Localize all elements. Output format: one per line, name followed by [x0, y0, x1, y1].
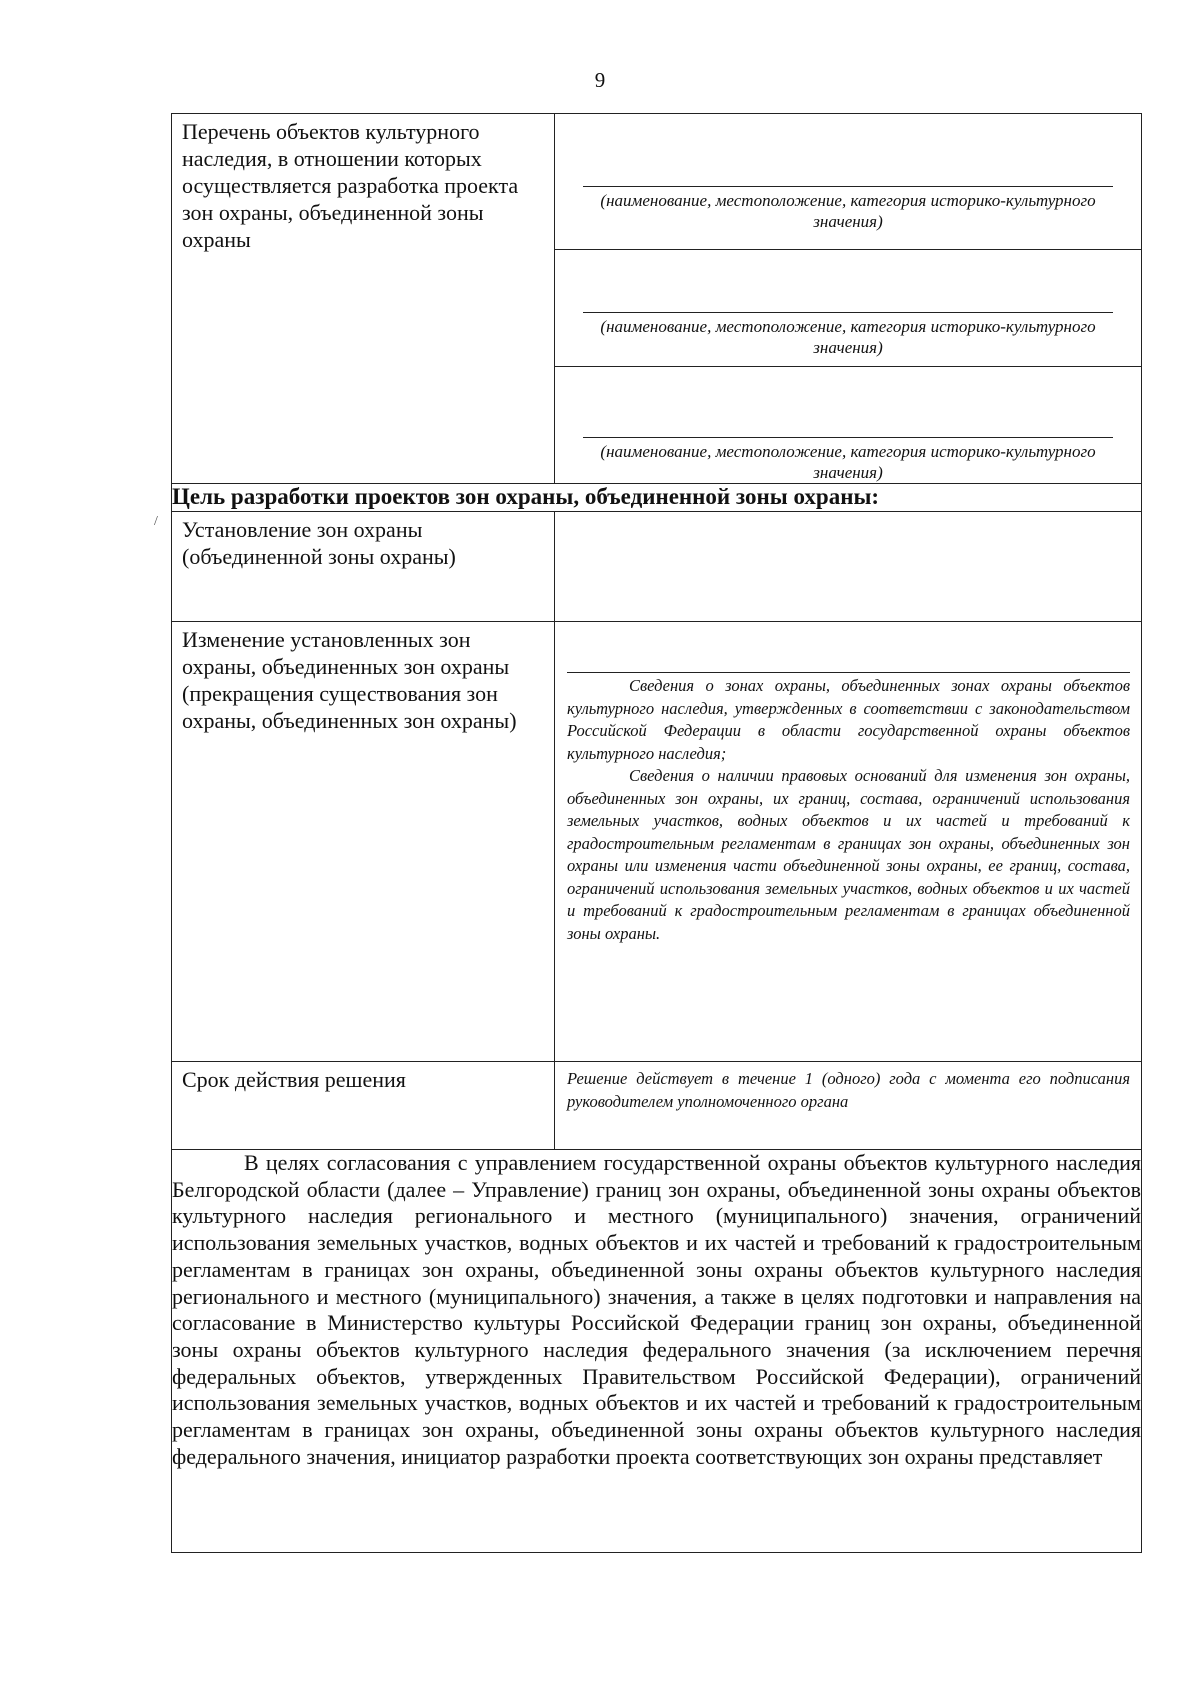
paragraph-text: В целях согласования с управлением государственной охраны объектов культурного наследия Белгородской области (далее – Управление) границ зон охраны, объединенной зоны охраны объектов культурного наследия регионального и местного (муниципального) значения, ограничений использования земельных участков, водных объектов и их частей и требований к градостроительным регламентам в границах зон охраны, объединенной зоны охраны объектов культурного наследия регионального и местного (муниципального) значения, а также в целях подготовки и направления на согласование в Министерство культуры Российской Федерации границ зон охраны, объединенной зоны охраны объектов культурного наследия федерального значения (за исключением перечня федеральных объектов, утвержденных Правительством Российской Федерации), ограничений использования земельных участков, водных объектов и их частей и требований к градостроительным регламентам в границах зон охраны, объединенной зоны охраны объектов культурного наследия федерального значения, инициатор разработки проекта соответствующих зон охраны представляет	[172, 1150, 1141, 1469]
paragraph-cell	[172, 1150, 1142, 1553]
term-label: Срок действия решения	[182, 1067, 406, 1092]
object-entry-1[interactable]	[555, 114, 1142, 250]
change-info-1: Сведения о зонах охраны, объединенных зонах охраны объектов культурного наследия, утвержденных в соответствии с законодательством Российской Федерации в области государственной охраны объектов культурного наследия;	[567, 676, 1130, 763]
establish-label: Установление зон охраны (объединенной зоны охраны)	[182, 517, 456, 569]
object-entry-caption: (наименование, местоположение, категория историко-культурного значения)	[600, 191, 1096, 231]
term-value-cell	[555, 1062, 1142, 1150]
object-entry-line	[583, 437, 1113, 438]
object-entry-2[interactable]	[555, 250, 1142, 367]
objects-list-label-cell	[172, 114, 555, 484]
purpose-header: Цель разработки проектов зон охраны, объединенной зоны охраны:	[172, 484, 1142, 512]
object-entry-3[interactable]	[555, 367, 1142, 484]
object-entry-caption: (наименование, местоположение, категория историко-культурного значения)	[600, 317, 1096, 357]
form-table	[171, 113, 1142, 1553]
change-value-cell[interactable]	[555, 622, 1142, 1062]
change-label-cell	[172, 622, 555, 1062]
change-label: Изменение установленных зон охраны, объединенных зон охраны (прекращения существования зон охраны, объединенных зон охраны)	[182, 627, 517, 733]
object-entry-line	[583, 312, 1113, 313]
establish-value-cell[interactable]	[555, 512, 1142, 622]
change-info	[555, 675, 1141, 945]
objects-list-label: Перечень объектов культурного наследия, в отношении которых осуществляется разработка проекта зон охраны, объединенной зоны охраны	[182, 119, 519, 252]
page-number: 9	[594, 68, 606, 92]
change-entry-line	[567, 672, 1130, 673]
term-label-cell	[172, 1062, 555, 1150]
establish-label-cell	[172, 512, 555, 622]
object-entry-line	[583, 186, 1113, 187]
pencil-mark: /	[154, 514, 158, 529]
object-entry-caption: (наименование, местоположение, категория историко-культурного значения)	[600, 442, 1096, 482]
term-value: Решение действует в течение 1 (одного) года с момента его подписания руководителем уполномоченного органа	[567, 1069, 1130, 1111]
change-info-2: Сведения о наличии правовых оснований для изменения зон охраны, объединенных зон охраны, их границ, состава, ограничений использования земельных участков, водных объектов и их частей и требований к градостроительным регламентам в границах зон охраны, объединенных зон охраны или изменения части объединенной зоны охраны, ее границ, состава, ограничений использования земельных участков, водных объектов и их частей и требований к градостроительным регламентам в границах объединенной зоны охраны.	[567, 766, 1130, 943]
